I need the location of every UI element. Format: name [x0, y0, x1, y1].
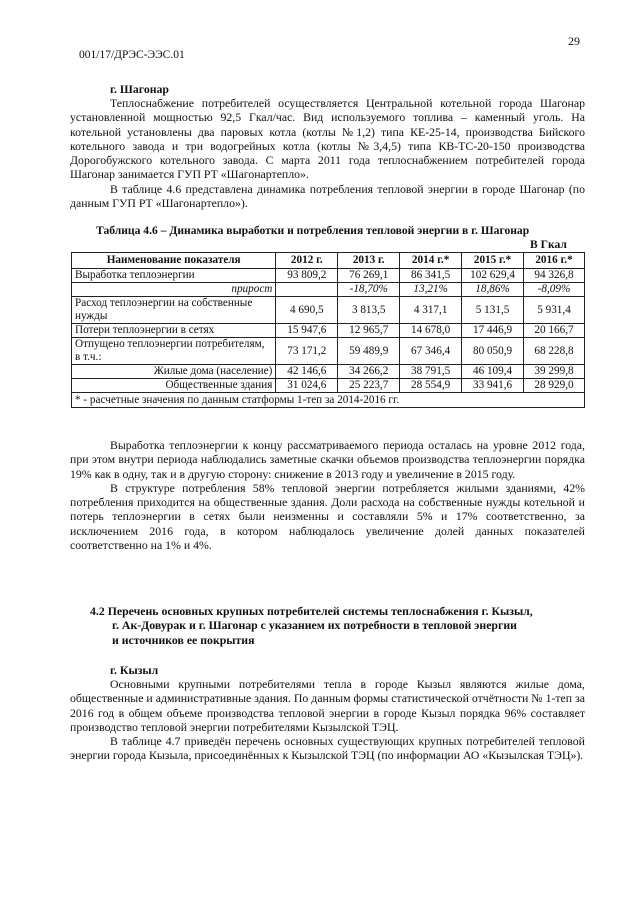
- section-4-2-title: [90, 604, 585, 647]
- table-cell: 93 809,2: [276, 269, 338, 283]
- column-header: 2016 г.*: [524, 253, 585, 269]
- analysis-text: [70, 438, 585, 552]
- row-label: Отпущено теплоэнергии потребителям, в т.ч.:: [72, 338, 276, 365]
- column-header: 2014 г.*: [400, 253, 462, 269]
- table-caption: Таблица 4.6 – Динамика выработки и потребления тепловой энергии в г. Шагонар: [96, 224, 530, 237]
- table-cell: 73 171,2: [276, 338, 338, 365]
- section-kyzyl: [70, 663, 585, 763]
- table-row: [72, 365, 585, 379]
- row-label: Потери теплоэнергии в сетях: [72, 324, 276, 338]
- row-label: прирост: [72, 283, 276, 297]
- row-label: Жилые дома (население): [72, 365, 276, 379]
- table-cell: 94 326,8: [524, 269, 585, 283]
- table-cell: 59 489,9: [338, 338, 400, 365]
- table-unit: В Гкал: [530, 238, 567, 251]
- table-cell: 15 947,6: [276, 324, 338, 338]
- paragraph: Основными крупными потребителями тепла в городе Кызыл являются жилые дома, общественные и административные здания. По данным формы статистической отчётности № 1-теп за 2016 год в общем объеме производства тепловой энергии в городе Кызыл порядка 96% составляет производство тепловой энергии потребителями Кызылской ТЭЦ.: [70, 677, 585, 734]
- paragraph: В таблице 4.7 приведён перечень основных существующих крупных потребителей тепловой энергии города Кызыла, присоединённых к Кызылской ТЭЦ (по информации АО «Кызылская ТЭЦ»).: [70, 734, 585, 763]
- table-cell: [276, 283, 338, 297]
- row-label: Выработка теплоэнергии: [72, 269, 276, 283]
- document-code: 001/17/ДРЭС-ЭЭС.01: [79, 49, 185, 61]
- paragraph: В таблице 4.6 представлена динамика потребления тепловой энергии в городе Шагонар (по данным ГУП РТ «Шагонартепло»).: [70, 181, 585, 211]
- table-cell: 34 266,2: [338, 365, 400, 379]
- table-cell: 33 941,6: [462, 379, 524, 393]
- table-row: [72, 379, 585, 393]
- column-header: 2013 г.: [338, 253, 400, 269]
- page-number: 29: [568, 34, 580, 48]
- table-cell: 39 299,8: [524, 365, 585, 379]
- section-title-line: 4.2 Перечень основных крупных потребителей системы теплоснабжения г. Кызыл,: [90, 604, 533, 618]
- section-heading-kyzyl: г. Кызыл: [110, 663, 159, 677]
- section-shagonar: [70, 82, 585, 210]
- table-cell: 42 146,6: [276, 365, 338, 379]
- table-cell: 80 050,9: [462, 338, 524, 365]
- table-cell: 38 791,5: [400, 365, 462, 379]
- paragraph: Выработка теплоэнергии к концу рассматриваемого периода осталась на уровне 2012 года, при этом внутри периода наблюдались заметные скачки объемов производства теплоэнергии порядка 19% как в одну, так и в другую сторону: снижение в 2013 году и увеличение в 2015 году.: [70, 438, 585, 481]
- table-row: [72, 297, 585, 324]
- table-cell: 20 166,7: [524, 324, 585, 338]
- table-cell: 28 554,9: [400, 379, 462, 393]
- table-cell: 13,21%: [400, 283, 462, 297]
- table-cell: 12 965,7: [338, 324, 400, 338]
- table-cell: 28 929,0: [524, 379, 585, 393]
- table-cell: 5 131,5: [462, 297, 524, 324]
- table-cell: -8,09%: [524, 283, 585, 297]
- table-cell: 17 446,9: [462, 324, 524, 338]
- table-row: [72, 338, 585, 365]
- column-header: 2012 г.: [276, 253, 338, 269]
- table-cell: 68 228,8: [524, 338, 585, 365]
- row-label: Общественные здания: [72, 379, 276, 393]
- table-cell: 102 629,4: [462, 269, 524, 283]
- paragraph: Теплоснабжение потребителей осуществляется Центральной котельной города Шагонар установленной мощностью 92,5 Гкал/час. Вид используемого топлива – каменный уголь. На котельной установлены два паровых котла (котлы №1,2) типа КЕ-25-14, производства Бийского котельного завода и три водогрейных котла (котлы №3,4,5) типа КВ-ТС-20-150 производства Дорогобужского котельного завода. С марта 2011 года теплоснабжением потребителей города Шагонар занимается ГУП РТ «Шагонартепло».: [70, 96, 585, 182]
- table-cell: 14 678,0: [400, 324, 462, 338]
- section-heading-shagonar: г. Шагонар: [110, 82, 169, 96]
- heat-energy-table: [71, 252, 585, 408]
- table-cell: 25 223,7: [338, 379, 400, 393]
- section-title-line: г. Ак-Довурак и г. Шагонар с указанием их потребности в тепловой энергии: [112, 618, 517, 633]
- table-header-row: [72, 253, 585, 269]
- section-title-line: и источников ее покрытия: [112, 632, 255, 647]
- row-label: Расход теплоэнергии на собственные нужды: [72, 297, 276, 324]
- paragraph: В структуре потребления 58% тепловой энергии потребляется жилыми зданиями, 42% потребления приходится на общественные здания. Доли расхода на собственные нужды котельной и потерь теплоэнергии в сетях были неизменны и составляли 5% и 17% соответственно, за исключением 2016 года, в котором наблюдалось увеличение долей данных показателей соответственно на 1% и 4%.: [70, 480, 585, 553]
- table-cell: 31 024,6: [276, 379, 338, 393]
- table-cell: 76 269,1: [338, 269, 400, 283]
- table-footnote-row: [72, 393, 585, 408]
- table-row: [72, 269, 585, 283]
- column-header: Наименование показателя: [72, 253, 276, 269]
- table-cell: 4 317,1: [400, 297, 462, 324]
- table-row: [72, 324, 585, 338]
- table-cell: 4 690,5: [276, 297, 338, 324]
- table-cell: 86 341,5: [400, 269, 462, 283]
- table-cell: 5 931,4: [524, 297, 585, 324]
- table-cell: 3 813,5: [338, 297, 400, 324]
- table-footnote: * - расчетные значения по данным статформы 1-теп за 2014-2016 гг.: [72, 393, 585, 408]
- table-cell: 18,86%: [462, 283, 524, 297]
- column-header: 2015 г.*: [462, 253, 524, 269]
- table-cell: -18,70%: [338, 283, 400, 297]
- table-cell: 67 346,4: [400, 338, 462, 365]
- table-row: [72, 283, 585, 297]
- table-cell: 46 109,4: [462, 365, 524, 379]
